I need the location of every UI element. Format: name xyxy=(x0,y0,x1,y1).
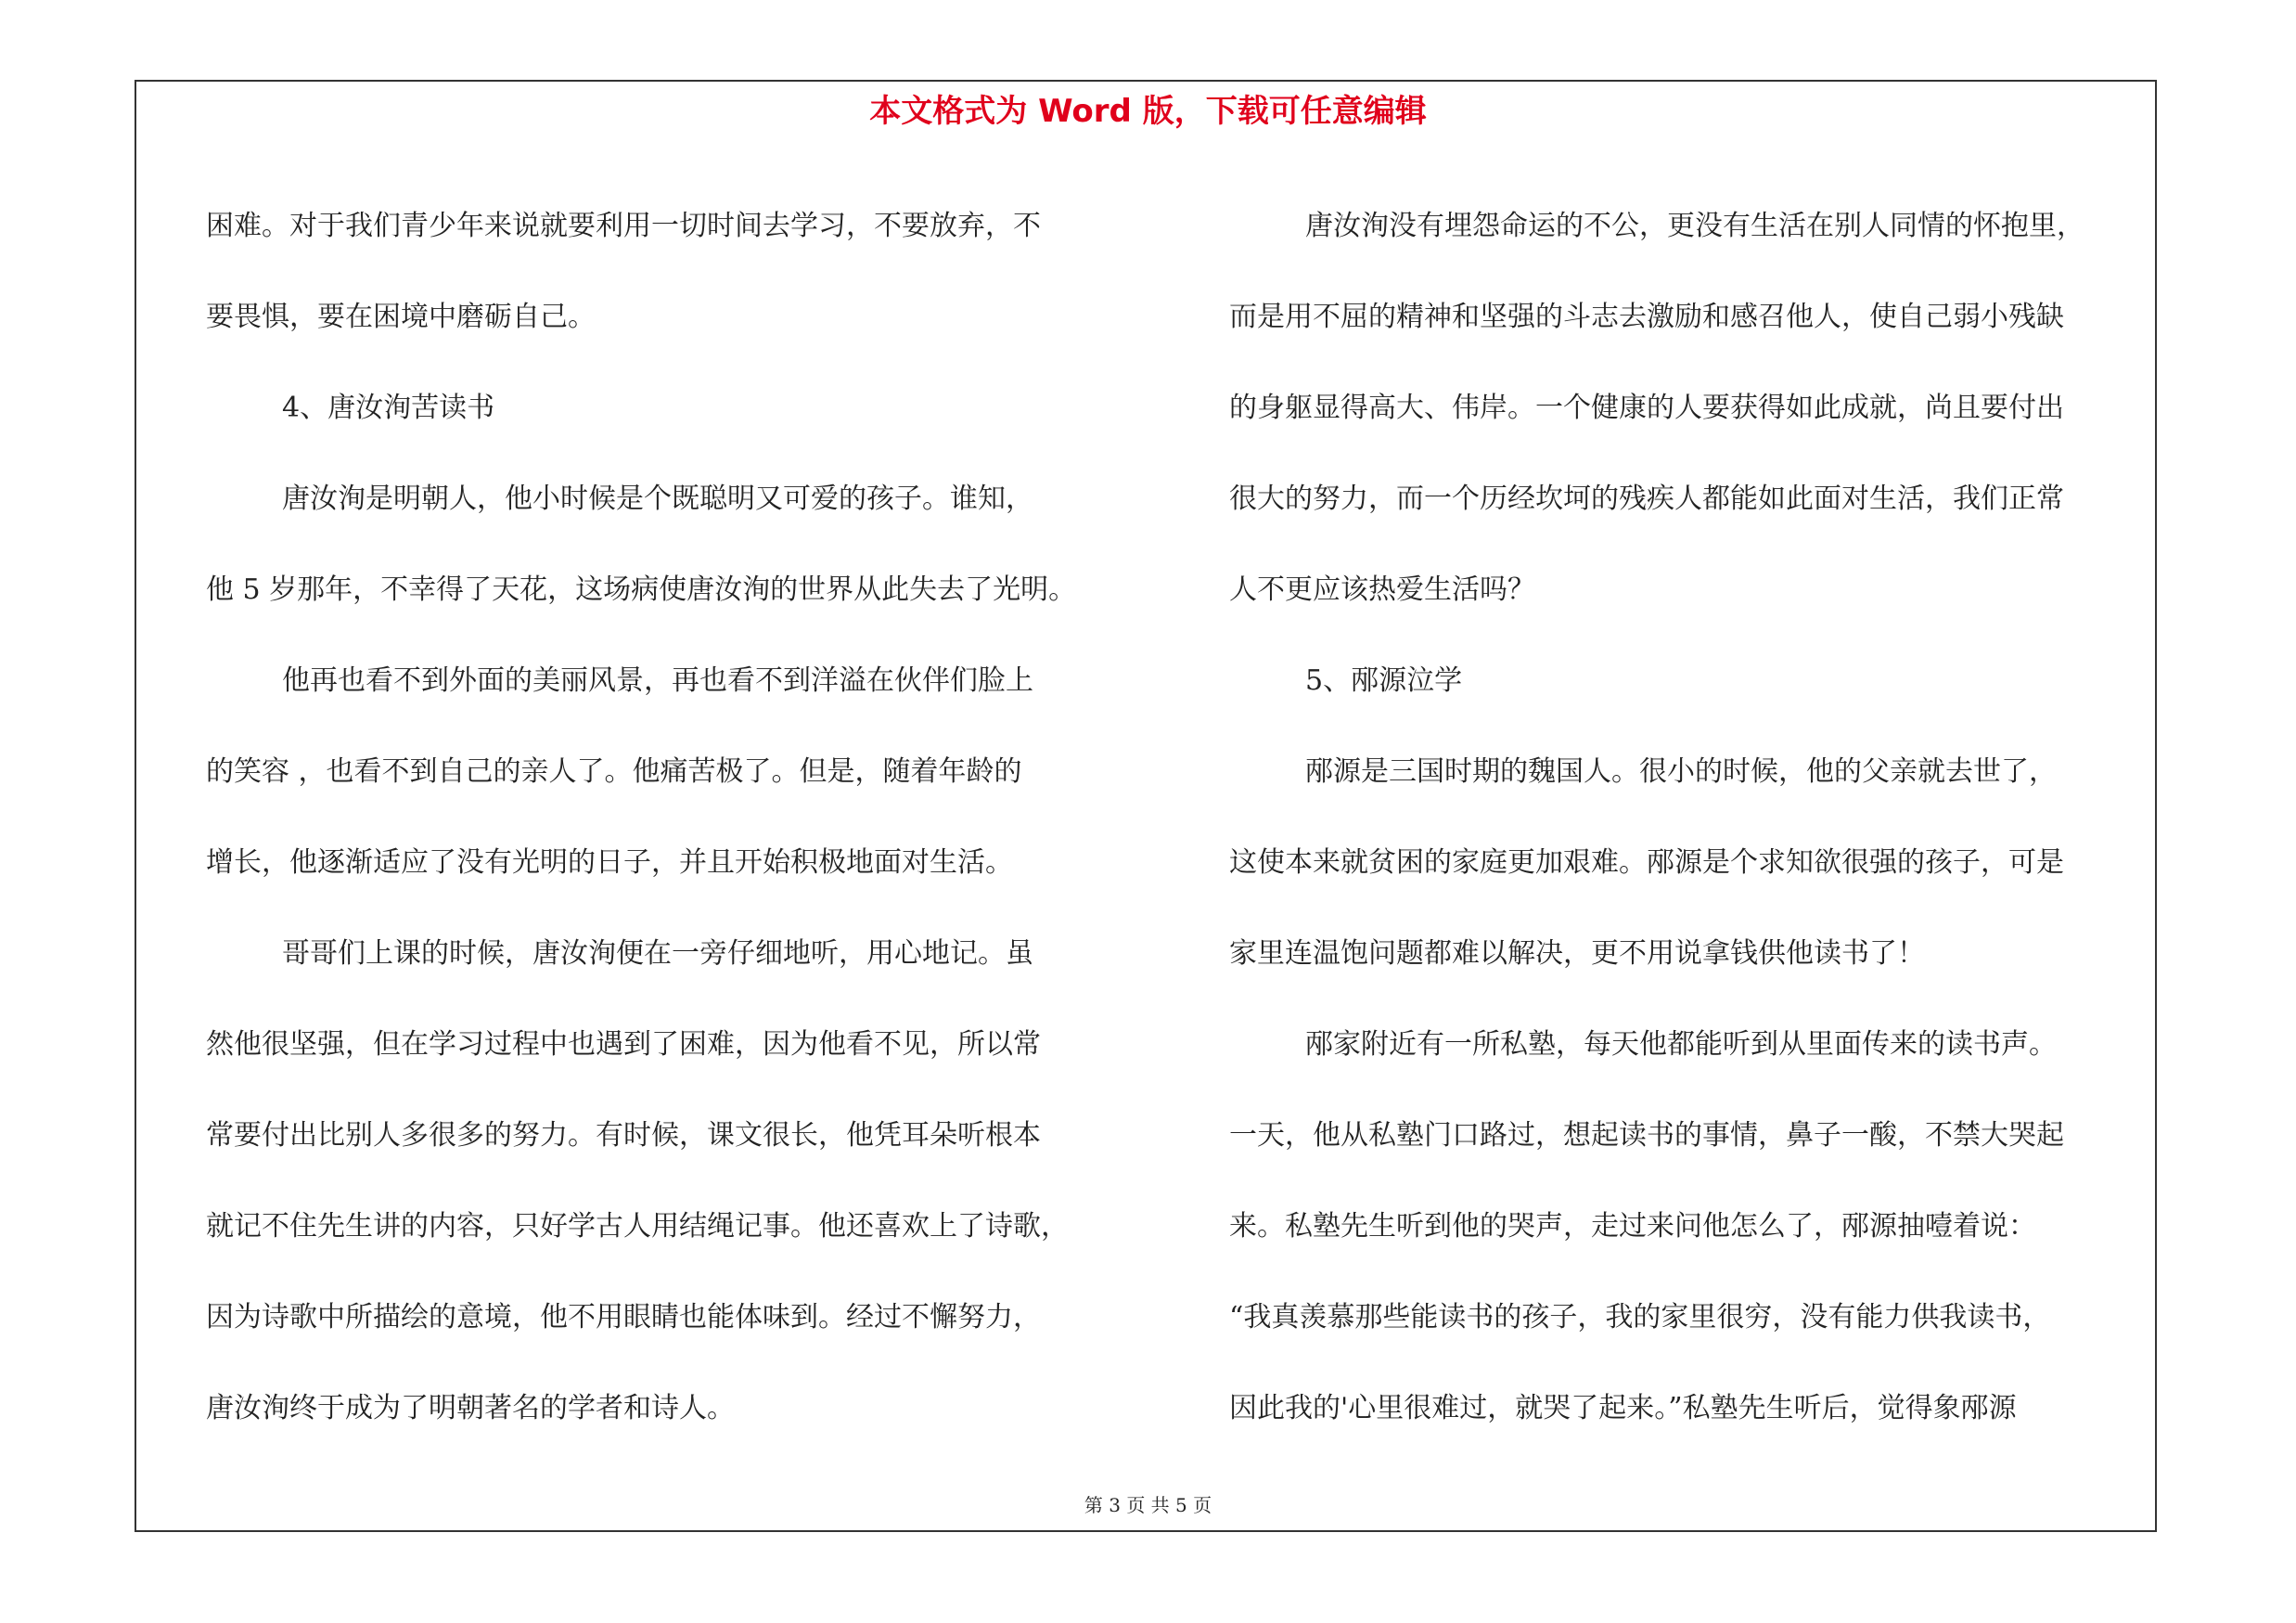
text-line: 唐汝洵没有埋怨命运的不公，更没有生活在别人同情的怀抱里， xyxy=(1305,210,2084,242)
text-line: 要畏惧，要在困境中磨砺自己。 xyxy=(206,301,596,333)
text-line: 常要付出比别人多很多的努力。有时候，课文很长，他凭耳朵听根本 xyxy=(206,1119,1041,1152)
text-line: 的身躯显得高大、伟岸。一个健康的人要获得如此成就，尚且要付出 xyxy=(1229,392,2064,424)
text-line: 这使本来就贫困的家庭更加艰难。邴源是个求知欲很强的孩子，可是 xyxy=(1229,846,2064,879)
text-line: 唐汝洵是明朝人，他小时候是个既聪明又可爱的孩子。谁知， xyxy=(282,483,1033,515)
text-line: 的笑容 ，也看不到自己的亲人了。他痛苦极了。但是，随着年龄的 xyxy=(206,755,1022,788)
text-line: 家里连温饱问题都难以解决，更不用说拿钱供他读书了！ xyxy=(1229,937,1925,970)
text-line: 困难。对于我们青少年来说就要利用一切时间去学习，不要放弃，不 xyxy=(206,210,1041,242)
text-line: 一天，他从私塾门口路过，想起读书的事情，鼻子一酸，不禁大哭起 xyxy=(1229,1119,2064,1152)
text-line: 因为诗歌中所描绘的意境，他不用眼睛也能体味到。经过不懈努力， xyxy=(206,1301,1041,1333)
text-line: 增长，他逐渐适应了没有光明的日子，并且开始积极地面对生活。 xyxy=(206,846,1013,879)
text-line: 他再也看不到外面的美丽风景，再也看不到洋溢在伙伴们脸上 xyxy=(282,664,1033,697)
page-number-footer: 第 3 页 共 5 页 xyxy=(1084,1494,1212,1516)
text-line: 他 5 岁那年，不幸得了天花，这场病使唐汝洵的世界从此失去了光明。 xyxy=(206,573,1077,606)
text-line: 很大的努力，而一个历经坎坷的残疾人都能如此面对生活，我们正常 xyxy=(1229,483,2064,515)
word-format-banner: 本文格式为 Word 版，下载可任意编辑 xyxy=(869,93,1427,130)
text-line: 然他很坚强，但在学习过程中也遇到了困难，因为他看不见，所以常 xyxy=(206,1028,1041,1061)
text-line: 邴源是三国时期的魏国人。很小的时候，他的父亲就去世了， xyxy=(1305,755,2057,788)
text-line: 而是用不屈的精神和坚强的斗志去激励和感召他人，使自己弱小残缺 xyxy=(1229,301,2064,333)
left-text-column xyxy=(206,181,1143,1454)
text-line: “我真羡慕那些能读书的孩子，我的家里很穷，没有能力供我读书， xyxy=(1229,1301,2051,1333)
text-line: 来。私塾先生听到他的哭声，走过来问他怎么了，邴源抽噎着说： xyxy=(1229,1210,2036,1243)
text-line: 邴家附近有一所私塾，每天他都能听到从里面传来的读书声。 xyxy=(1305,1028,2057,1061)
text-line: 人不更应该热爱生活吗？ xyxy=(1229,573,1535,606)
text-line: 就记不住先生讲的内容，只好学古人用结绳记事。他还喜欢上了诗歌， xyxy=(206,1210,1069,1243)
text-line: 因此我的'心里很难过，就哭了起来。”私塾先生听后，觉得象邴源 xyxy=(1229,1392,2017,1424)
text-line: 哥哥们上课的时候，唐汝洵便在一旁仔细地听，用心地记。虽 xyxy=(282,937,1033,970)
text-line: 4、唐汝洵苦读书 xyxy=(282,392,495,424)
text-line: 5、邴源泣学 xyxy=(1305,664,1463,697)
right-text-column xyxy=(1229,181,2166,1454)
text-line: 唐汝洵终于成为了明朝著名的学者和诗人。 xyxy=(206,1392,735,1424)
